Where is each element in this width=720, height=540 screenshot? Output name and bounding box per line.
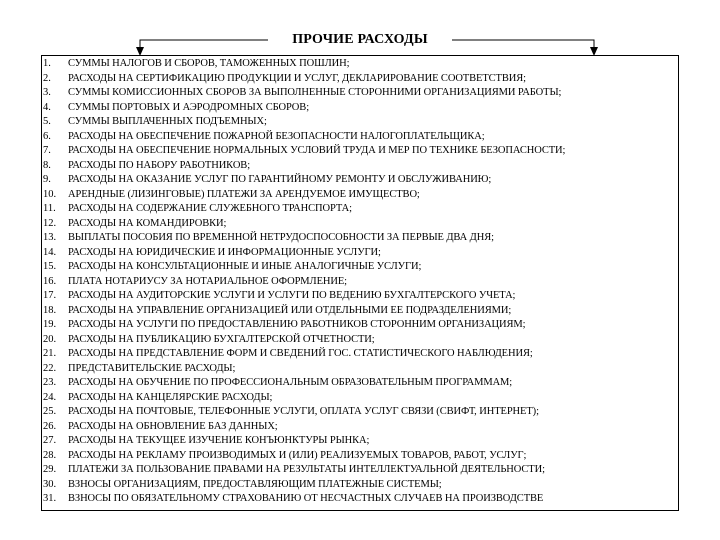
item-text: РАСХОДЫ НА ПРЕДСТАВЛЕНИЕ ФОРМ И СВЕДЕНИЙ ГОС. СТАТИСТИЧЕСКОГО НАБЛЮДЕНИЯ;	[68, 348, 533, 359]
list-item	[43, 72, 565, 87]
item-text: РАСХОДЫ НА КАНЦЕЛЯРСКИЕ РАСХОДЫ;	[68, 391, 273, 403]
list-item	[43, 202, 565, 217]
item-text: РАСХОДЫ НА ЮРИДИЧЕСКИЕ И ИНФОРМАЦИОННЫЕ УСЛУГИ;	[68, 246, 381, 258]
list-item	[43, 57, 565, 72]
item-number: 2.	[43, 72, 51, 84]
item-text: ВЗНОСЫ ПО ОБЯЗАТЕЛЬНОМУ СТРАХОВАНИЮ ОТ НЕСЧАСТНЫХ СЛУЧАЕВ НА ПРОИЗВОДСТВЕ	[68, 493, 544, 504]
list-item	[43, 492, 565, 507]
list-item	[43, 130, 565, 145]
list-item	[43, 449, 565, 464]
item-text: РАСХОДЫ НА ОБЕСПЕЧЕНИЕ НОРМАЛЬНЫХ УСЛОВИЙ ТРУДА И МЕР ПО ТЕХНИКЕ БЕЗОПАСНОСТИ;	[68, 145, 566, 156]
item-number: 24.	[43, 391, 57, 403]
list-item	[43, 188, 565, 203]
item-number: 10.	[43, 188, 57, 200]
list-item	[43, 115, 565, 130]
item-text: ПРЕДСТАВИТЕЛЬСКИЕ РАСХОДЫ;	[68, 362, 236, 374]
item-text: СУММЫ ПОРТОВЫХ И АЭРОДРОМНЫХ СБОРОВ;	[68, 101, 310, 113]
item-number: 14.	[43, 246, 57, 258]
item-text: РАСХОДЫ НА ОБЕСПЕЧЕНИЕ ПОЖАРНОЙ БЕЗОПАСНОСТИ НАЛОГОПЛАТЕЛЬЩИКА;	[68, 130, 485, 142]
expense-list	[43, 57, 565, 507]
list-item	[43, 376, 565, 391]
item-number: 30.	[43, 478, 57, 490]
diagram-title: ПРОЧИЕ РАСХОДЫ	[270, 31, 450, 49]
item-number: 26.	[43, 420, 57, 432]
item-text: РАСХОДЫ НА ОБНОВЛЕНИЕ БАЗ ДАННЫХ;	[68, 420, 278, 432]
item-text: РАСХОДЫ НА РЕКЛАМУ ПРОИЗВОДИМЫХ И (ИЛИ) РЕАЛИЗУЕМЫХ ТОВАРОВ, РАБОТ, УСЛУГ;	[68, 449, 527, 461]
item-number: 5.	[43, 116, 51, 127]
list-item	[43, 231, 565, 246]
item-text: ВЫПЛАТЫ ПОСОБИЯ ПО ВРЕМЕННОЙ НЕТРУДОСПОСОБНОСТИ ЗА ПЕРВЫЕ ДВА ДНЯ;	[68, 232, 494, 243]
item-number: 7.	[43, 145, 51, 156]
item-number: 20.	[43, 333, 57, 345]
item-text: ВЗНОСЫ ОРГАНИЗАЦИЯМ, ПРЕДОСТАВЛЯЮЩИМ ПЛАТЕЖНЫЕ СИСТЕМЫ;	[68, 478, 442, 490]
list-item	[43, 144, 565, 159]
list-item	[43, 246, 565, 261]
list-item	[43, 362, 565, 377]
list-item	[43, 101, 565, 116]
list-item	[43, 318, 565, 333]
item-text: РАСХОДЫ НА СОДЕРЖАНИЕ СЛУЖЕБНОГО ТРАНСПОРТА;	[68, 203, 352, 214]
list-item	[43, 478, 565, 493]
item-number: 25.	[43, 406, 57, 417]
item-number: 3.	[43, 87, 51, 98]
item-number: 11.	[43, 203, 56, 214]
list-item	[43, 391, 565, 406]
item-text: РАСХОДЫ НА ОКАЗАНИЕ УСЛУГ ПО ГАРАНТИЙНОМУ РЕМОНТУ И ОБСЛУЖИВАНИЮ;	[68, 174, 492, 185]
item-number: 21.	[43, 348, 57, 359]
list-item	[43, 289, 565, 304]
item-number: 28.	[43, 449, 57, 461]
item-text: ПЛАТА НОТАРИУСУ ЗА НОТАРИАЛЬНОЕ ОФОРМЛЕНИЕ;	[68, 275, 347, 287]
list-item	[43, 159, 565, 174]
item-number: 6.	[43, 130, 51, 142]
item-number: 13.	[43, 232, 57, 243]
item-number: 19.	[43, 319, 57, 330]
item-text: РАСХОДЫ НА ТЕКУЩЕЕ ИЗУЧЕНИЕ КОНЪЮНКТУРЫ РЫНКА;	[68, 435, 370, 446]
item-text: СУММЫ КОМИССИОННЫХ СБОРОВ ЗА ВЫПОЛНЕННЫЕ СТОРОННИМИ ОРГАНИЗАЦИЯМИ РАБОТЫ;	[68, 87, 562, 98]
item-number: 17.	[43, 290, 57, 301]
item-number: 18.	[43, 304, 57, 316]
item-number: 27.	[43, 435, 57, 446]
item-number: 16.	[43, 275, 57, 287]
list-item	[43, 217, 565, 232]
item-number: 23.	[43, 377, 57, 388]
item-text: РАСХОДЫ НА ПУБЛИКАЦИЮ БУХГАЛТЕРСКОЙ ОТЧЕТНОСТИ;	[68, 333, 375, 345]
item-text: РАСХОДЫ НА ПОЧТОВЫЕ, ТЕЛЕФОННЫЕ УСЛУГИ, ОПЛАТА УСЛУГ СВЯЗИ (СВИФТ, ИНТЕРНЕТ);	[68, 406, 539, 417]
item-text: ПЛАТЕЖИ ЗА ПОЛЬЗОВАНИЕ ПРАВАМИ НА РЕЗУЛЬТАТЫ ИНТЕЛЛЕКТУАЛЬНОЙ ДЕЯТЕЛЬНОСТИ;	[68, 464, 545, 475]
item-number: 9.	[43, 174, 51, 185]
list-item	[43, 86, 565, 101]
item-text: СУММЫ ВЫПЛАЧЕННЫХ ПОДЪЕМНЫХ;	[68, 116, 267, 127]
item-text: РАСХОДЫ НА КОНСУЛЬТАЦИОННЫЕ И ИНЫЕ АНАЛОГИЧНЫЕ УСЛУГИ;	[68, 261, 422, 272]
item-text: РАСХОДЫ НА УПРАВЛЕНИЕ ОРГАНИЗАЦИЕЙ ИЛИ ОТДЕЛЬНЫМИ ЕЕ ПОДРАЗДЕЛЕНИЯМИ;	[68, 304, 512, 316]
item-text: РАСХОДЫ НА СЕРТИФИКАЦИЮ ПРОДУКЦИИ И УСЛУГ, ДЕКЛАРИРОВАНИЕ СООТВЕТСТВИЯ;	[68, 72, 526, 84]
item-text: СУММЫ НАЛОГОВ И СБОРОВ, ТАМОЖЕННЫХ ПОШЛИН;	[68, 58, 350, 69]
item-number: 31.	[43, 493, 57, 504]
item-number: 12.	[43, 217, 57, 229]
item-text: РАСХОДЫ НА ОБУЧЕНИЕ ПО ПРОФЕССИОНАЛЬНЫМ ОБРАЗОВАТЕЛЬНЫМ ПРОГРАММАМ;	[68, 377, 513, 388]
item-text: РАСХОДЫ ПО НАБОРУ РАБОТНИКОВ;	[68, 159, 251, 171]
list-item	[43, 260, 565, 275]
item-text: РАСХОДЫ НА АУДИТОРСКИЕ УСЛУГИ И УСЛУГИ ПО ВЕДЕНИЮ БУХГАЛТЕРСКОГО УЧЕТА;	[68, 290, 516, 301]
list-item	[43, 304, 565, 319]
item-number: 4.	[43, 101, 51, 113]
item-text: АРЕНДНЫЕ (ЛИЗИНГОВЫЕ) ПЛАТЕЖИ ЗА АРЕНДУЕМОЕ ИМУЩЕСТВО;	[68, 188, 420, 200]
list-item	[43, 347, 565, 362]
list-item	[43, 463, 565, 478]
item-number: 15.	[43, 261, 57, 272]
list-item	[43, 173, 565, 188]
item-text: РАСХОДЫ НА УСЛУГИ ПО ПРЕДОСТАВЛЕНИЮ РАБОТНИКОВ СТОРОННИМ ОРГАНИЗАЦИЯМ;	[68, 319, 526, 330]
list-item	[43, 333, 565, 348]
item-text: РАСХОДЫ НА КОМАНДИРОВКИ;	[68, 217, 227, 229]
item-number: 1.	[43, 58, 51, 69]
list-item	[43, 405, 565, 420]
item-number: 29.	[43, 464, 57, 475]
item-number: 22.	[43, 362, 57, 374]
item-number: 8.	[43, 159, 51, 171]
list-item	[43, 420, 565, 435]
list-item	[43, 434, 565, 449]
list-item	[43, 275, 565, 290]
